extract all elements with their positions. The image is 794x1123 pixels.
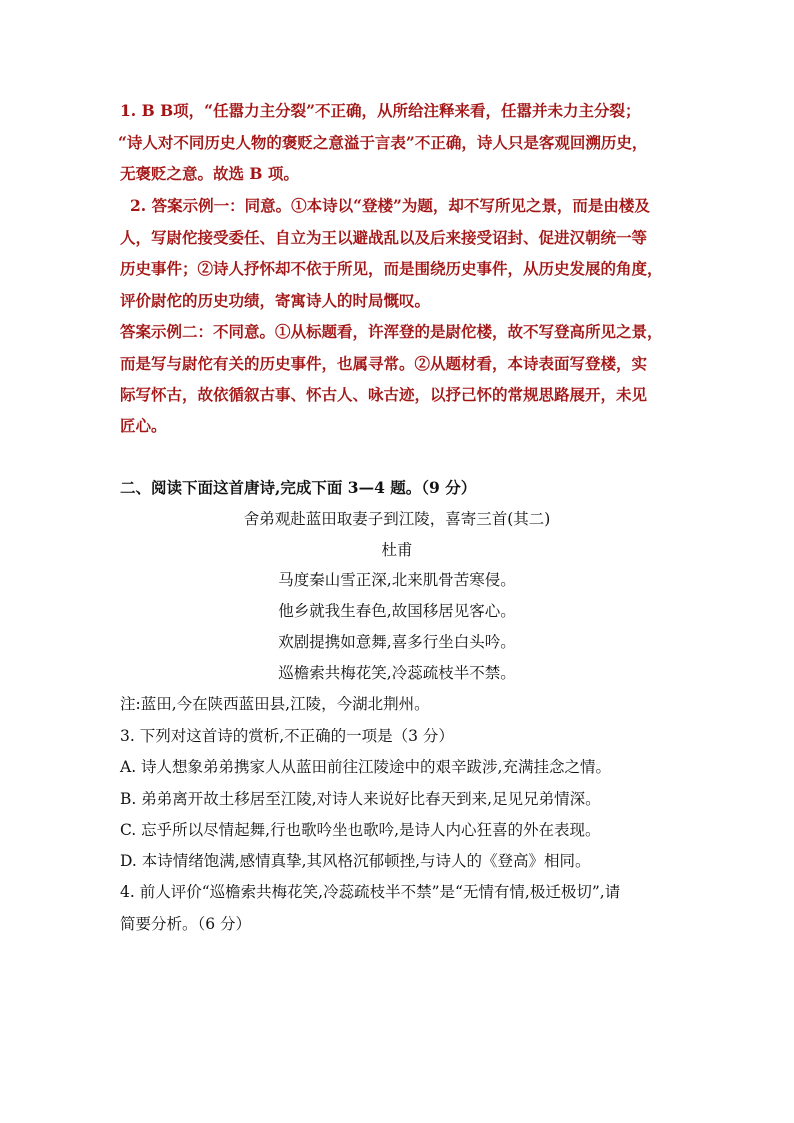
question-3-option-b: B. 弟弟离开故土移居至江陵,对诗人来说好比春天到来,足见兄弟情深。 bbox=[120, 790, 601, 808]
answer-line-9: 而是写与尉佗有关的历史事件，也属寻常。②从题材看，本诗表面写登楼，实 bbox=[120, 354, 648, 373]
answer-line-3: 无褒贬之意。故选 B 项。 bbox=[120, 164, 299, 183]
poem-line-3: 欢剧提携如意舞,喜多行坐白头吟。 bbox=[278, 633, 516, 651]
question-3-option-d: D. 本诗情绪饱满,感情真挚,其风格沉郁顿挫,与诗人的《登高》相同。 bbox=[120, 852, 591, 870]
question-3-option-a: A. 诗人想象弟弟携家人从蓝田前往江陵途中的艰辛跋涉,充满挂念之情。 bbox=[120, 758, 611, 776]
answer-line-4: 2. 答案示例一：同意。①本诗以“登楼”为题，却不写所见之景，而是由楼及 bbox=[130, 196, 650, 215]
poem-line-1: 马度秦山雪正深,北来肌骨苦寒侵。 bbox=[278, 571, 516, 589]
answer-line-8: 答案示例二：不同意。①从标题看，许浑登的是尉佗楼，故不写登高所见之景， bbox=[120, 322, 663, 341]
question-4-line-1: 4. 前人评价“巡檐索共梅花笑,冷蕊疏枝半不禁”是“无情有情,极迁极切”,请 bbox=[120, 883, 621, 901]
section-heading: 二、阅读下面这首唐诗,完成下面 3—4 题。（9 分） bbox=[120, 478, 477, 497]
poem-line-4: 巡檐索共梅花笑,冷蕊疏枝半不禁。 bbox=[278, 664, 516, 682]
answer-line-11: 匠心。 bbox=[120, 416, 167, 435]
answer-line-2: “诗人对不同历史人物的褒贬之意溢于言表”不正确，诗人只是客观回溯历史， bbox=[118, 133, 648, 152]
question-3-stem: 3. 下列对这首诗的赏析,不正确的一项是（3 分） bbox=[120, 727, 454, 745]
answer-line-6: 历史事件；②诗人抒怀却不依于所见，而是围绕历史事件，从历史发展的角度， bbox=[120, 259, 663, 278]
question-3-option-c: C. 忘乎所以尽情起舞,行也歌吟坐也歌吟,是诗人内心狂喜的外在表现。 bbox=[120, 821, 601, 839]
answer-line-7: 评价尉佗的历史功绩，寄寓诗人的时局慨叹。 bbox=[120, 291, 431, 310]
answer-line-10: 际写怀古，故依循叙古事、怀古人、咏古迹，以抒己怀的常规思路展开，未见 bbox=[120, 385, 648, 404]
poem-note: 注:蓝田,今在陕西蓝田县,江陵，今湖北荆州。 bbox=[120, 695, 430, 713]
answer-line-5: 人，写尉佗接受委任、自立为王以避战乱以及后来接受诏封、促进汉朝统一等 bbox=[120, 228, 648, 247]
question-4-line-2: 简要分析。（6 分） bbox=[120, 915, 252, 933]
poem-author: 杜甫 bbox=[381, 541, 413, 559]
poem-title: 舍弟观赴蓝田取妻子到江陵，喜寄三首(其二) bbox=[243, 510, 551, 528]
poem-line-2: 他乡就我生春色,故国移居见客心。 bbox=[278, 602, 516, 620]
answer-line-1: 1. B B项，“任嚣力主分裂”不正确，从所给注释来看，任嚣并未力主分裂； bbox=[120, 101, 641, 120]
